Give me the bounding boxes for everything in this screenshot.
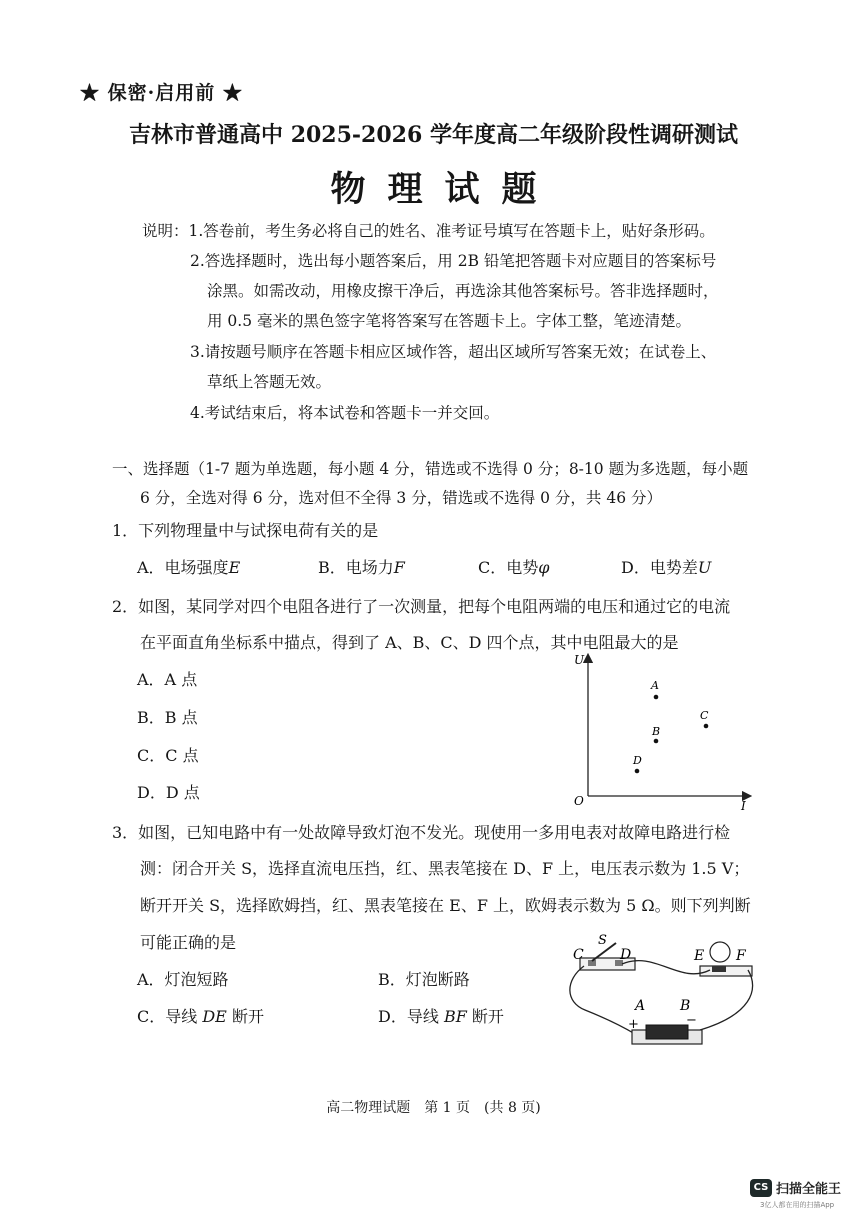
option-variable: DE (202, 1007, 227, 1026)
terminal-f-label: F (736, 948, 746, 964)
instruction-line-6: 草纸上答题无效。 (207, 373, 332, 391)
switch-label: S (598, 933, 607, 948)
graph-point-a (654, 695, 659, 700)
exam-title: 吉林市普通高中 2025-2026 学年度高二年级阶段性调研测试 (129, 122, 738, 148)
battery-plus-sign: + (628, 1017, 639, 1032)
option-label: D．导线 (378, 1007, 439, 1026)
terminal-d-label: D (620, 947, 632, 963)
circuit-diagram (560, 930, 765, 1055)
option-label: B．电场力 (318, 558, 394, 577)
watermark-name: 扫描全能王 (776, 1182, 842, 1197)
question-1-option-b (318, 555, 405, 578)
option-label: C．导线 (137, 1007, 198, 1026)
option-label: A．电场强度 (137, 558, 229, 577)
graph-point-a-label: A (651, 679, 659, 692)
question-3-stem-line-1: 3．如图，已知电路中有一处故障导致灯泡不发光。现使用一多用电表对故障电路进行检 (112, 823, 731, 842)
question-2-option-c: C．C 点 (137, 746, 199, 765)
graph-point-d-label: D (633, 754, 642, 767)
question-3-option-b: B．灯泡断路 (378, 970, 470, 989)
question-1-stem: 1．下列物理量中与试探电荷有关的是 (112, 521, 379, 540)
question-3-stem-line-2: 测：闭合开关 S，选择直流电压挡，红、黑表笔接在 D、F 上，电压表示数为 1.5 V； (140, 859, 750, 878)
question-2-stem-line-1: 2．如图，某同学对四个电阻各进行了一次测量，把每个电阻两端的电压和通过它的电流 (112, 597, 731, 616)
instruction-line-5: 3.请按题号顺序在答题卡相应区域作答，超出区域所写答案无效；在试卷上、 (190, 343, 717, 361)
graph-point-d (635, 769, 640, 774)
question-2-stem-line-2: 在平面直角坐标系中描点，得到了 A、B、C、D 四个点，其中电阻最大的是 (140, 633, 679, 652)
question-1-option-c (478, 555, 549, 578)
graph-point-b (654, 739, 659, 744)
confidential-mark: ★ 保密·启用前 ★ (80, 82, 243, 104)
scanner-watermark (750, 1178, 841, 1197)
instruction-line-7: 4.考试结束后，将本试卷和答题卡一并交回。 (190, 404, 500, 422)
option-variable: φ (538, 558, 550, 577)
section-heading-line-2: 6 分，全选对得 6 分，选对但不全得 3 分，错选或不选得 0 分，共 46 分） (140, 489, 663, 507)
battery-icon (646, 1025, 688, 1039)
terminal-e-label: E (694, 948, 705, 964)
question-2-option-d: D．D 点 (137, 783, 200, 802)
option-tail: 断开 (471, 1007, 504, 1026)
origin-label: O (574, 794, 584, 808)
question-2-option-b: B．B 点 (137, 708, 198, 727)
question-3-option-a: A．灯泡短路 (137, 970, 229, 989)
question-2-option-a: A．A 点 (137, 670, 198, 689)
bulb-icon (710, 942, 730, 962)
question-1-option-d (621, 555, 711, 578)
wire-fb (700, 970, 753, 1030)
watermark-tagline: 3亿人都在用的扫描App (760, 1201, 835, 1209)
y-axis-label: U (574, 653, 585, 667)
option-label: D．电势差 (621, 558, 698, 577)
option-variable: BF (443, 1007, 467, 1026)
ui-graph (565, 650, 755, 815)
battery-minus-sign: − (686, 1013, 697, 1028)
bulb-socket (712, 966, 726, 972)
question-3-stem-line-3: 断开开关 S，选择欧姆挡，红、黑表笔接在 E、F 上，欧姆表示数为 5 Ω。则下列判断 (140, 896, 751, 915)
graph-point-b-label: B (652, 725, 661, 738)
subject-title: 物理试题 (330, 169, 559, 210)
option-tail: 断开 (231, 1007, 264, 1026)
instruction-line-2: 2.答选择题时，选出每小题答案后，用 2B 铅笔把答题卡对应题目的答案标号 (190, 252, 717, 270)
page-footer: 高二物理试题 第 1 页 (共 8 页) (326, 1100, 541, 1116)
battery-terminal-a-label: A (635, 998, 646, 1014)
instruction-line-4: 用 0.5 毫米的黑色签字笔将答案写在答题卡上。字体工整，笔迹清楚。 (207, 312, 692, 330)
x-axis-label: I (741, 799, 746, 813)
camscanner-logo-icon: CS (750, 1179, 772, 1197)
graph-point-c-label: C (700, 709, 709, 722)
question-3-option-c (137, 1004, 264, 1027)
terminal-c-label: C (573, 947, 584, 963)
instruction-line-3: 涂黑。如需改动，用橡皮擦干净后，再选涂其他答案标号。答非选择题时， (207, 282, 719, 300)
battery-terminal-b-label: B (680, 998, 691, 1014)
section-heading-line-1: 一、选择题（1-7 题为单选题，每小题 4 分，错选或不选得 0 分；8-10 题为多选题，每小题 (112, 460, 749, 478)
option-variable: U (697, 558, 712, 577)
question-3-stem-line-4: 可能正确的是 (140, 933, 237, 952)
graph-point-c (704, 724, 709, 729)
wire-ca (570, 966, 635, 1034)
instruction-line-1: 说明：1.答卷前，考生务必将自己的姓名、准考证号填写在答题卡上，贴好条形码。 (142, 222, 715, 240)
question-3-option-d (378, 1004, 504, 1027)
question-1-option-a (137, 555, 240, 578)
option-label: C．电势 (478, 558, 539, 577)
option-variable: F (393, 558, 405, 577)
option-variable: E (228, 558, 241, 577)
